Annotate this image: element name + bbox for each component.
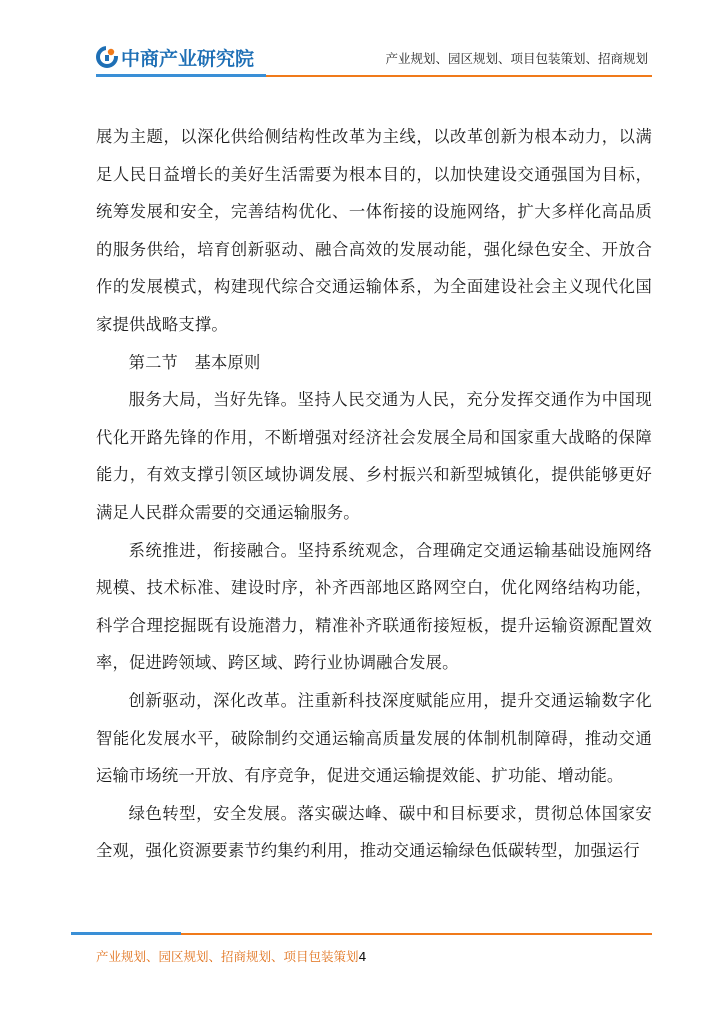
page-footer	[96, 947, 366, 965]
paragraph: 绿色转型，安全发展。落实碳达峰、碳中和目标要求，贯彻总体国家安全观，强化资源要素节约集约利用，推动交通运输绿色低碳转型，加强运行	[96, 803, 652, 861]
logo-icon	[96, 46, 118, 68]
header-tagline: 产业规划、园区规划、项目包装策划、招商规划	[385, 51, 648, 66]
page-header	[0, 0, 724, 80]
paragraph: 展为主题，以深化供给侧结构性改革为主线，以改革创新为根本动力，以满足人民日益增长的美好生活需要为根本目的，以加快建设交通强国为目标，统筹发展和安全，完善结构优化、一体衔接的设施网络，扩大多样化高品质的服务供给，培育创新驱动、融合高效的发展动能，强化绿色安全、开放合作的发展模式，构建现代综合交通运输体系，为全面建设社会主义现代化国家提供战略支撑。	[96, 127, 652, 334]
footer-rule-orange	[181, 933, 652, 935]
paragraph: 创新驱动，深化改革。注重新科技深度赋能应用，提升交通运输数字化智能化发展水平，破除制约交通运输高质量发展的体制机制障碍，推动交通运输市场统一开放、有序竞争，促进交通运输提效能、扩功能、增动能。	[96, 690, 652, 786]
company-logo	[96, 42, 254, 72]
logo-text: 中商产业研究院	[121, 47, 255, 70]
header-rule-orange	[266, 75, 652, 77]
section-heading: 第二节 基本原则	[128, 352, 261, 372]
paragraph: 服务大局，当好先锋。坚持人民交通为人民，充分发挥交通作为中国现代化开路先锋的作用，不断增强对经济社会发展全局和国家重大战略的保障能力，有效支撑引领区域协调发展、乡村振兴和新型城镇化，提供能够更好满足人民群众需要的交通运输服务。	[96, 390, 652, 522]
paragraph: 系统推进，衔接融合。坚持系统观念，合理确定交通运输基础设施网络规模、技术标准、建设时序，补齐西部地区路网空白，优化网络结构功能，科学合理挖掘既有设施潜力，精准补齐联通衔接短板，提升运输资源配置效率，促进跨领域、跨区域、跨行业协调融合发展。	[96, 540, 652, 673]
footer-rule-blue	[71, 932, 181, 935]
header-rule-blue	[96, 74, 266, 77]
footer-tagline: 产业规划、园区规划、招商规划、项目包装策划	[96, 949, 359, 964]
document-body	[96, 118, 652, 870]
page-number: 4	[358, 949, 367, 964]
